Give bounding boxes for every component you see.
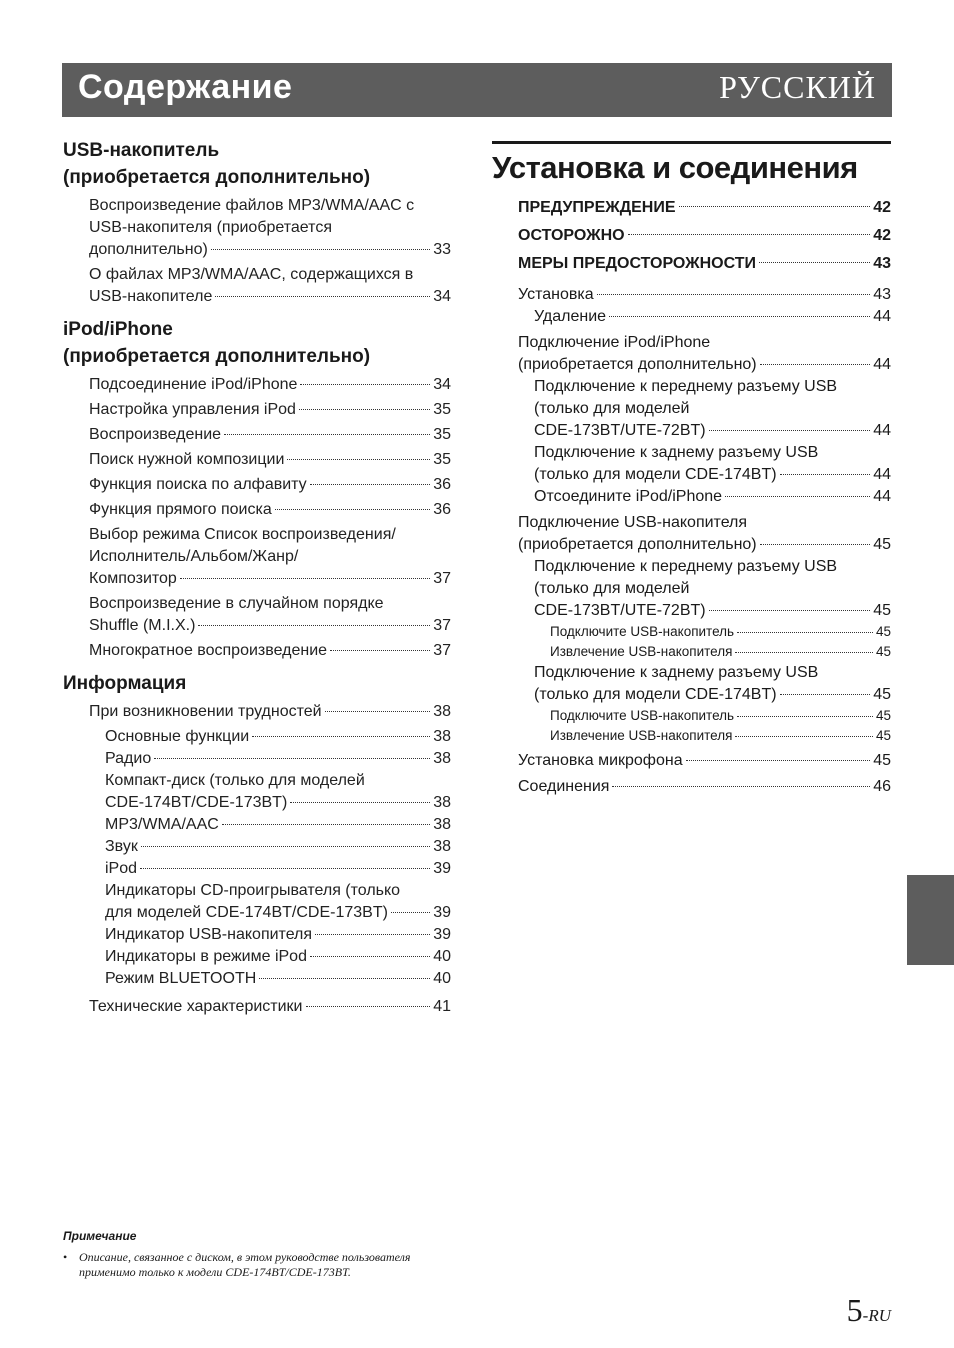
dot-leader xyxy=(391,912,430,913)
dot-leader xyxy=(709,430,871,431)
toc-entry-row xyxy=(89,499,451,521)
toc-entry-row xyxy=(89,568,451,590)
toc-entry xyxy=(105,946,451,968)
toc-entry xyxy=(518,512,891,556)
toc-entry xyxy=(518,332,891,376)
dot-leader xyxy=(737,716,873,717)
dot-leader xyxy=(222,824,430,825)
toc-entry-line: Подключение к переднему разъему USB xyxy=(534,558,838,575)
toc-entry xyxy=(105,836,451,858)
toc-entry-label: USB-накопителе xyxy=(89,288,213,305)
toc-page-number: 40 xyxy=(433,970,451,987)
toc-entry-label: ОСТОРОЖНО xyxy=(518,227,625,244)
toc-page-number: 45 xyxy=(875,624,891,639)
toc-entry xyxy=(105,770,451,814)
dot-leader xyxy=(628,234,871,235)
toc-entry-label: МЕРЫ ПРЕДОСТОРОЖНОСТИ xyxy=(518,255,757,272)
toc-entry-row xyxy=(89,286,451,308)
toc-page-number: 34 xyxy=(433,376,451,393)
toc-section xyxy=(63,670,451,1018)
toc-entry xyxy=(89,264,451,308)
toc-entry-row xyxy=(89,449,451,471)
toc-entry-label: При возникновении трудностей xyxy=(89,703,322,720)
toc-entry xyxy=(105,968,451,990)
toc-entry-row xyxy=(518,284,891,306)
toc-entry-line: О файлах MP3/WMA/AAC, содержащихся в xyxy=(89,266,414,283)
toc-entry-label: для моделей CDE-174BT/CDE-173BT) xyxy=(105,904,388,921)
section-heading: Информация xyxy=(63,673,187,694)
dot-leader xyxy=(300,384,430,385)
dot-leader xyxy=(597,294,871,295)
dot-leader xyxy=(198,625,430,626)
toc-entry-row xyxy=(89,399,451,421)
note-item xyxy=(63,1250,483,1280)
toc-entry-label: CDE-173BT/UTE-72BT) xyxy=(534,422,706,439)
toc-entry-line: Воспроизведение в случайном порядке xyxy=(89,595,384,612)
toc-page-number: 35 xyxy=(433,451,451,468)
toc-entry-row xyxy=(105,814,451,836)
toc-page-number: 46 xyxy=(873,778,891,795)
toc-entry-row xyxy=(550,706,891,726)
dot-leader xyxy=(760,364,871,365)
toc-entry xyxy=(550,726,891,746)
dot-leader xyxy=(759,262,870,263)
toc-entry-label: Функция прямого поиска xyxy=(89,501,272,518)
toc-entry-label: CDE-173BT/UTE-72BT) xyxy=(534,602,706,619)
toc-entry-line: (только для моделей xyxy=(534,400,690,417)
toc-entry-line: Подключение к заднему разъему USB xyxy=(534,444,819,461)
page-number xyxy=(847,1292,891,1329)
toc-entry-label: MP3/WMA/AAC xyxy=(105,816,219,833)
toc-entry-row xyxy=(550,726,891,746)
toc-entry-row xyxy=(534,684,891,706)
toc-entry xyxy=(105,858,451,880)
toc-entry xyxy=(89,399,451,421)
toc-entry-label: Основные функции xyxy=(105,728,250,745)
toc-right-column xyxy=(492,141,891,798)
toc-entry-label: Настройка управления iPod xyxy=(89,401,296,418)
toc-entry xyxy=(89,593,451,637)
toc-entry-label: Shuffle (M.I.X.) xyxy=(89,617,196,634)
bold-entries xyxy=(492,194,891,278)
toc-entry-line: Выбор режима Список воспроизведения/ xyxy=(89,526,396,543)
toc-entry-row xyxy=(89,474,451,496)
toc-entry-line: Подключение к заднему разъему USB xyxy=(534,664,819,681)
toc-entry-row xyxy=(534,464,891,486)
toc-entry xyxy=(89,195,451,261)
toc-entry-label: Соединения xyxy=(518,778,610,795)
toc-page-number: 44 xyxy=(873,356,891,373)
toc-page-number: 44 xyxy=(873,308,891,325)
toc-entry-row xyxy=(518,354,891,376)
toc-entry-label: Установка xyxy=(518,286,594,303)
toc-entry-label: Извлечение USB-накопителя xyxy=(550,644,733,659)
dot-leader xyxy=(737,632,873,633)
toc-entry xyxy=(534,662,891,706)
toc-entry-line: Индикаторы CD-проигрывателя (только xyxy=(105,882,401,899)
toc-entry-label: Индикатор USB-накопителя xyxy=(105,926,313,943)
toc-entry-label: Подключите USB-накопитель xyxy=(550,624,735,639)
toc-page-number: 45 xyxy=(875,728,891,743)
toc-entry-label: Воспроизведение xyxy=(89,426,222,443)
toc-page-number: 38 xyxy=(433,728,451,745)
toc-entry xyxy=(534,306,891,328)
toc-page-number: 41 xyxy=(433,998,451,1015)
toc-entry xyxy=(89,449,451,471)
dot-leader xyxy=(679,206,871,207)
toc-page-number: 39 xyxy=(433,860,451,877)
dot-leader xyxy=(330,650,430,651)
toc-entry-row xyxy=(534,420,891,442)
toc-page-number: 38 xyxy=(433,703,451,720)
dot-leader xyxy=(325,711,431,712)
toc-entry-row xyxy=(89,996,451,1018)
toc-entry-row xyxy=(534,306,891,328)
toc-page-number: 38 xyxy=(433,816,451,833)
dot-leader xyxy=(310,484,431,485)
dot-leader xyxy=(224,434,430,435)
language-label: РУССКИЙ xyxy=(719,69,876,105)
dot-leader xyxy=(725,496,870,497)
dot-leader xyxy=(287,459,430,460)
toc-entry-label: Извлечение USB-накопителя xyxy=(550,728,733,743)
section-heading: (приобретается дополнительно) xyxy=(63,346,371,367)
toc-entry-row xyxy=(534,486,891,508)
toc-page-number: 45 xyxy=(873,686,891,703)
toc-page-number: 36 xyxy=(433,476,451,493)
page-header-bar xyxy=(62,63,892,117)
dot-leader xyxy=(612,786,870,787)
toc-page-number: 38 xyxy=(433,838,451,855)
toc-entry-row xyxy=(105,946,451,968)
toc-page-number: 37 xyxy=(433,570,451,587)
toc-page-number: 45 xyxy=(875,708,891,723)
dot-leader xyxy=(780,474,871,475)
toc-entry xyxy=(89,524,451,590)
toc-entry xyxy=(105,814,451,836)
toc-entry-line: Исполнитель/Альбом/Жанр/ xyxy=(89,548,299,565)
installation-section-title: Установка и соединения xyxy=(492,141,891,188)
bullet: • xyxy=(63,1250,68,1264)
toc-entry-label: Индикаторы в режиме iPod xyxy=(105,948,307,965)
toc-page-number: 42 xyxy=(873,199,891,216)
dot-leader xyxy=(735,652,873,653)
page-number-value: 5 xyxy=(846,1292,863,1328)
dot-leader xyxy=(180,578,430,579)
dot-leader xyxy=(252,736,430,737)
toc-page-number: 45 xyxy=(873,752,891,769)
toc-entry-row xyxy=(89,615,451,637)
dot-leader xyxy=(290,802,430,803)
toc-entry-label: Композитор xyxy=(89,570,177,587)
dot-leader xyxy=(275,509,430,510)
toc-entry-label: CDE-174BT/CDE-173BT) xyxy=(105,794,288,811)
toc-entry xyxy=(89,474,451,496)
note-line: Описание, связанное с диском, в этом руководстве пользователя xyxy=(79,1250,411,1264)
toc-page-number: 44 xyxy=(873,466,891,483)
toc-entry xyxy=(89,996,451,1018)
dot-leader xyxy=(315,934,430,935)
toc-entry-label: Подсоединение iPod/iPhone xyxy=(89,376,298,393)
toc-entry xyxy=(89,424,451,446)
toc-page-number: 35 xyxy=(433,401,451,418)
toc-page-number: 39 xyxy=(433,926,451,943)
toc-entry-label: Многократное воспроизведение xyxy=(89,642,328,659)
toc-page-number: 45 xyxy=(873,602,891,619)
dot-leader xyxy=(140,868,430,869)
toc-entry-row xyxy=(89,640,451,662)
dot-leader xyxy=(306,1006,431,1007)
toc-entry xyxy=(550,706,891,726)
dot-leader xyxy=(141,846,430,847)
toc-entry-label: iPod xyxy=(105,860,138,877)
toc-entry xyxy=(518,750,891,772)
toc-page-number: 37 xyxy=(433,642,451,659)
toc-entry xyxy=(105,924,451,946)
toc-entry xyxy=(534,556,891,622)
toc-entry xyxy=(89,374,451,396)
toc-entry xyxy=(550,642,891,662)
toc-page-number: 39 xyxy=(433,904,451,921)
toc-entry-label: Установка микрофона xyxy=(518,752,683,769)
toc-left-column xyxy=(63,137,451,1026)
toc-section xyxy=(63,137,451,308)
toc-entry-row xyxy=(89,239,451,261)
toc-entry-row xyxy=(105,858,451,880)
toc-entry-line: (только для моделей xyxy=(534,580,690,597)
toc-entry-label: Удаление xyxy=(534,308,607,325)
toc-entry-line: Подключение iPod/iPhone xyxy=(518,334,711,351)
toc-page-number: 44 xyxy=(873,488,891,505)
dot-leader xyxy=(735,736,873,737)
toc-bold-entry xyxy=(518,250,891,278)
section-heading: (приобретается дополнительно) xyxy=(63,167,371,188)
toc-entry-label: Подключите USB-накопитель xyxy=(550,708,735,723)
section-tab-marker xyxy=(907,875,954,965)
toc-entry-label: ПРЕДУПРЕЖДЕНИЕ xyxy=(518,199,676,216)
dot-leader xyxy=(609,316,870,317)
dot-leader xyxy=(259,978,430,979)
toc-entry-line: USB-накопителя (приобретается xyxy=(89,219,332,236)
toc-entry xyxy=(534,486,891,508)
toc-entry-row xyxy=(518,750,891,772)
dot-leader xyxy=(299,409,430,410)
toc-entry-row xyxy=(105,924,451,946)
toc-bold-entry xyxy=(518,222,891,250)
toc-entry-row xyxy=(518,534,891,556)
toc-page-number: 43 xyxy=(873,286,891,303)
toc-entry-row xyxy=(550,622,891,642)
toc-page-number: 45 xyxy=(873,536,891,553)
toc-entry xyxy=(89,701,451,723)
dot-leader xyxy=(215,296,430,297)
toc-entry-label: (только для модели CDE-174BT) xyxy=(534,466,777,483)
note-line: применимо только к модели CDE-174BT/CDE-173BT. xyxy=(79,1265,351,1279)
page-number-suffix: -RU xyxy=(862,1306,891,1325)
toc-entry-label: Режим BLUETOOTH xyxy=(105,970,257,987)
toc-entry-row xyxy=(105,726,451,748)
toc-page-number: 36 xyxy=(433,501,451,518)
toc-entry-label: Технические характеристики xyxy=(89,998,303,1015)
toc-entry xyxy=(534,442,891,486)
toc-entry-row xyxy=(105,902,451,924)
note-block xyxy=(63,1229,483,1280)
section-heading: iPod/iPhone xyxy=(63,319,173,340)
toc-page-number: 34 xyxy=(433,288,451,305)
toc-entry-label: (приобретается дополнительно) xyxy=(518,536,757,553)
toc-entry-row xyxy=(105,968,451,990)
toc-page-number: 44 xyxy=(873,422,891,439)
toc-entry xyxy=(105,726,451,748)
toc-entry xyxy=(518,776,891,798)
toc-entry-label: Звук xyxy=(105,838,138,855)
toc-entry-line: Подключение USB-накопителя xyxy=(518,514,748,531)
toc-entry-row xyxy=(105,792,451,814)
toc-entry-row xyxy=(518,776,891,798)
toc-entry xyxy=(534,376,891,442)
toc-page-number: 38 xyxy=(433,794,451,811)
toc-page-number: 35 xyxy=(433,426,451,443)
dot-leader xyxy=(760,544,871,545)
toc-page-number: 40 xyxy=(433,948,451,965)
dot-leader xyxy=(686,760,871,761)
toc-page-number: 33 xyxy=(433,241,451,258)
toc-entry xyxy=(105,748,451,770)
dot-leader xyxy=(780,694,871,695)
toc-entry-row xyxy=(89,374,451,396)
toc-entry-label: Функция поиска по алфавиту xyxy=(89,476,307,493)
toc-entry-label: (только для модели CDE-174BT) xyxy=(534,686,777,703)
toc-entry-row xyxy=(534,600,891,622)
toc-entry-row xyxy=(89,424,451,446)
toc-entry-label: Радио xyxy=(105,750,152,767)
section-heading: USB-накопитель xyxy=(63,140,220,161)
toc-entry xyxy=(89,640,451,662)
page-title: Содержание xyxy=(78,68,293,106)
toc-entry xyxy=(105,880,451,924)
toc-page-number: 45 xyxy=(875,644,891,659)
toc-entry-label: (приобретается дополнительно) xyxy=(518,356,757,373)
toc-entry-label: дополнительно) xyxy=(89,241,208,258)
dot-leader xyxy=(310,956,430,957)
toc-page-number: 43 xyxy=(873,255,891,272)
toc-entry-row xyxy=(105,836,451,858)
dot-leader xyxy=(709,610,871,611)
toc-bold-entry xyxy=(518,194,891,222)
dot-leader xyxy=(211,249,430,250)
toc-entry-line: Подключение к переднему разъему USB xyxy=(534,378,838,395)
toc-entry-label: Поиск нужной композиции xyxy=(89,451,285,468)
note-title: Примечание xyxy=(63,1229,137,1243)
toc-page-number: 37 xyxy=(433,617,451,634)
toc-entry-row xyxy=(105,748,451,770)
toc-entry-label: Отсоедините iPod/iPhone xyxy=(534,488,723,505)
toc-entry-line: Компакт-диск (только для моделей xyxy=(105,772,365,789)
toc-entry-row xyxy=(550,642,891,662)
toc-entry-row xyxy=(89,701,451,723)
toc-entry xyxy=(89,499,451,521)
toc-entry xyxy=(550,622,891,642)
toc-page-number: 38 xyxy=(433,750,451,767)
toc-entry xyxy=(518,284,891,306)
toc-section xyxy=(63,316,451,662)
dot-leader xyxy=(154,758,430,759)
installation-entries xyxy=(492,284,891,798)
toc-entry-line: Воспроизведение файлов MP3/WMA/AAC с xyxy=(89,197,415,214)
toc-page-number: 42 xyxy=(873,227,891,244)
